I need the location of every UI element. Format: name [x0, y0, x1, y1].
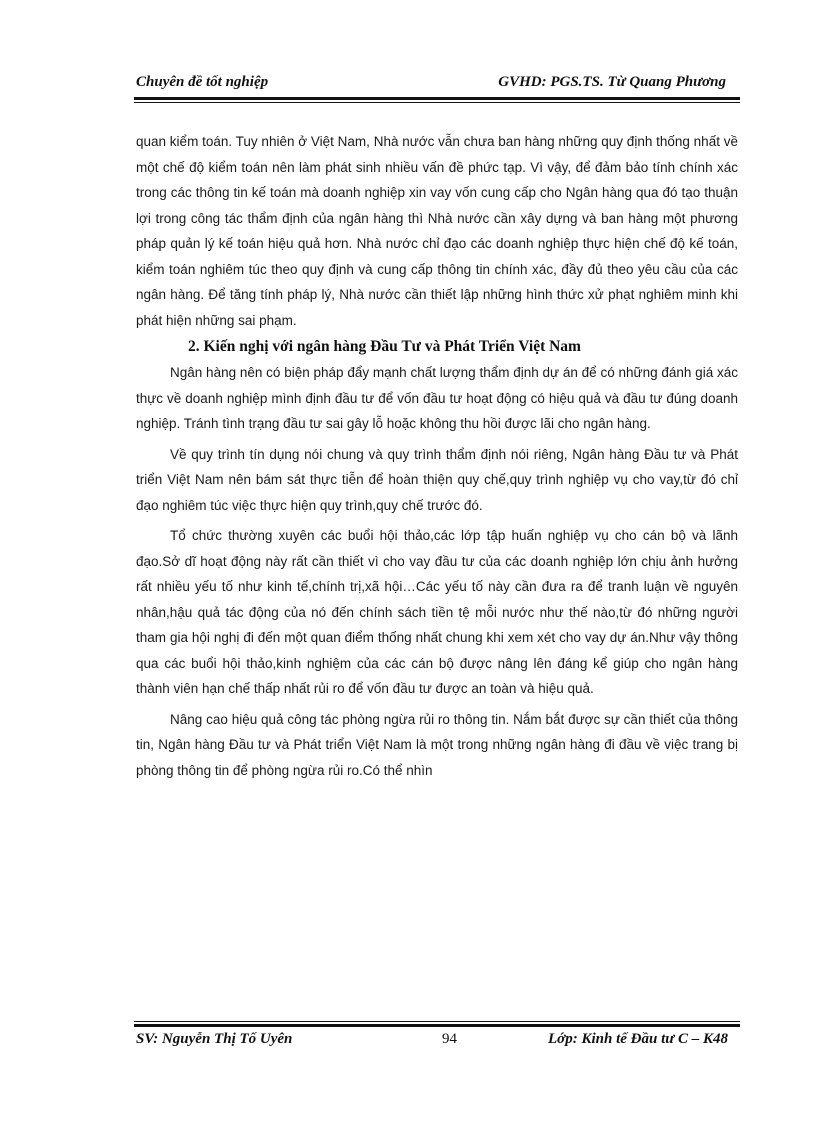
- paragraph-5: Nâng cao hiệu quả công tác phòng ngừa rủi ro thông tin. Nắm bắt được sự cần thiết của thông tin, Ngân hàng Đầu tư và Phát triển Việt Nam là một trong những ngân hàng đi đầu về việc trang bị phòng thông tin để phòng ngừa rủi ro.Có thể nhìn: [136, 711, 738, 778]
- header-rule-thick: [134, 97, 740, 100]
- paragraph-1: quan kiểm toán. Tuy nhiên ở Việt Nam, Nhà nước vẫn chưa ban hàng những quy định thống nhất về một chế độ kiểm toán nên làm phát sinh nhiều vấn đề phức tạp. Vì vậy, để đảm bảo tính chính xác trong các thông tin kế toán mà doanh nghiệp xin vay vốn cung cấp cho Ngân hàng qua đó tạo thuận lợi trong công tác thẩm định của ngân hàng thì Nhà nước cần xây dựng và ban hàng một phương pháp quản lý kế toán hiệu quả hơn. Nhà nước chỉ đạo các doanh nghiệp thực hiện chế độ kế toán, kiểm toán nghiêm túc theo quy định và cung cấp thông tin chính xác, đầy đủ theo yêu cầu của các ngân hàng. Để tăng tính pháp lý, Nhà nước cần thiết lập những hình thức xử phạt nghiêm minh khi phát hiện những sai phạm.: [136, 134, 738, 328]
- footer-student: SV: Nguyễn Thị Tố Uyên: [136, 1031, 293, 1047]
- footer-rule-thick: [134, 1024, 740, 1027]
- section-heading: 2. Kiến nghị với ngân hàng Đầu Tư và Phát Triển Việt Nam: [188, 338, 581, 355]
- footer-rule-thin: [134, 1021, 740, 1022]
- header-rule-thin: [134, 102, 740, 103]
- paragraph-3: Về quy trình tín dụng nói chung và quy trình thẩm định nói riêng, Ngân hàng Đầu tư và Phát triển Việt Nam nên bám sát thực tiễn để hoàn thiện quy chế,quy trình nghiệp vụ cho vay,từ đó chỉ đạo nghiêm túc việc thực hiện quy trình,quy chế trước đó.: [136, 446, 738, 513]
- body-text: [136, 129, 738, 783]
- paragraph-2: Ngân hàng nên có biện pháp đẩy mạnh chất lượng thẩm định dự án để có những đánh giá xác thực về doanh nghiệp mình định đầu tư để vốn đầu tư hoạt động có hiệu quả và đầu tư đúng doanh nghiệp. Tránh tình trạng đầu tư sai gây lỗ hoặc không thu hồi được lãi cho ngân hàng.: [136, 365, 738, 431]
- footer-class: Lớp: Kinh tế Đầu tư C – K48: [548, 1031, 728, 1047]
- header-title: Chuyên đề tốt nghiệp: [136, 74, 269, 90]
- page-number: 94: [442, 1031, 457, 1047]
- header-supervisor: GVHD: PGS.TS. Từ Quang Phương: [498, 74, 726, 90]
- paragraph-4: Tổ chức thường xuyên các buổi hội thảo,các lớp tập huấn nghiệp vụ cho cán bộ và lãnh đạo.Sở dĩ hoạt động này rất cần thiết vì cho vay đầu tư của các doanh nghiệp lớn chịu ảnh hưởng rất nhiều yếu tố như kinh tế,chính trị,xã hội…Các yếu tố này cần đưa ra để tranh luận về nguyên nhân,hậu quả tác động của nó đến chính sách tiền tệ mỗi nước như thế nào,từ đó những người tham gia hội nghị đi đến một quan điểm thống nhất chung khi xem xét cho vay dự án.Như vậy thông qua các buổi hội thảo,kinh nghiệm của các cán bộ được nâng lên đáng kể giúp cho ngân hàng thành viên hạn chế thấp nhất rủi ro để vốn đầu tư được an toàn và hiệu quả.: [136, 528, 738, 696]
